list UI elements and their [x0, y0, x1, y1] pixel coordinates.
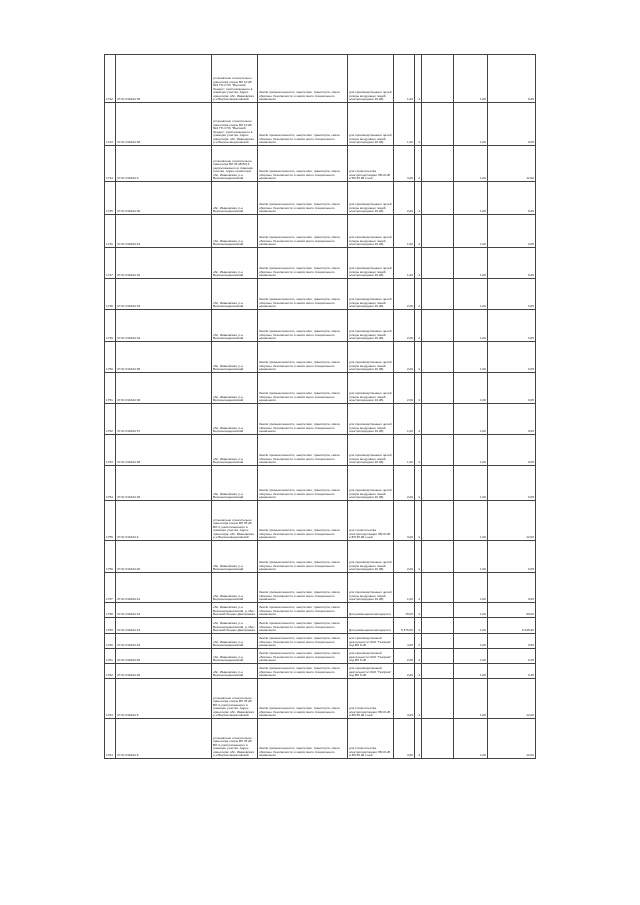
- empty-cell: [422, 679, 454, 719]
- coefficient-cell: 1,00: [454, 618, 488, 634]
- table-row: [105, 182, 536, 215]
- column-value-cell: 4: [415, 279, 422, 310]
- land-category-cell: Земли промышленности, энергетики, транспорта, связи, обороны, безопасности и земли иного специального назначения: [258, 618, 348, 634]
- table-row: [105, 501, 536, 541]
- cadastral-number-cell: 37:01:010442:41: [116, 573, 212, 603]
- empty-cell: [422, 573, 454, 603]
- coefficient-cell: 1,00: [454, 664, 488, 679]
- area-cell: 3,00: [394, 719, 415, 759]
- row-number-cell: 1747: [105, 248, 116, 279]
- amount-cell: 0,25: [488, 664, 536, 679]
- land-category-cell: Земли промышленности, энергетики, транспорта, связи, обороны, безопасности и земли иного специального назначения: [258, 466, 348, 501]
- amount-cell: 0,25: [488, 649, 536, 664]
- permitted-use-cell: для производственных целей (опоры воздушных линий электропередачи 10 кВ): [348, 55, 394, 103]
- coefficient-cell: 1,00: [454, 310, 488, 342]
- column-value-cell: 4: [415, 146, 422, 182]
- cadastral-number-cell: 37:01:010442:33: [116, 279, 212, 310]
- row-number-cell: 1748: [105, 279, 116, 310]
- column-value-cell: 4: [415, 342, 422, 373]
- permitted-use-cell: для производственных целей (опоры воздушных линий электропередачи 10 кВ): [348, 248, 394, 279]
- column-value-cell: 4: [415, 182, 422, 215]
- area-cell: 4,00: [394, 634, 415, 649]
- row-number-cell: 1760: [105, 634, 116, 649]
- land-category-cell: Земли промышленности, энергетики, транспорта, связи, обороны, безопасности и земли иного специального назначения: [258, 373, 348, 404]
- amount-cell: 0,05: [488, 248, 536, 279]
- table-row: [105, 679, 536, 719]
- amount-cell: 12,00: [488, 146, 536, 182]
- permitted-use-cell: для производственных целей (опоры воздушных линий электропередачи 10 кВ): [348, 342, 394, 373]
- permitted-use-cell: для строительства электроподстанции 35/10 кВ и ВЛ 35 кВ к ней: [348, 146, 394, 182]
- row-number-cell: 1751: [105, 373, 116, 404]
- land-category-cell: Земли промышленности, энергетики, транспорта, связи, обороны, безопасности и земли иного специального назначения: [258, 146, 348, 182]
- column-value-cell: 4: [415, 649, 422, 664]
- row-number-cell: 1757: [105, 573, 116, 603]
- empty-cell: [422, 279, 454, 310]
- row-number-cell: 1761: [105, 649, 116, 664]
- table-row: [105, 618, 536, 634]
- column-value-cell: 4: [415, 103, 422, 146]
- empty-cell: [422, 55, 454, 103]
- table-row: [105, 573, 536, 603]
- land-category-cell: Земли промышленности, энергетики, транспорта, связи, обороны, безопасности и земли иного специального назначения: [258, 215, 348, 248]
- area-cell: 5 376,00: [394, 618, 415, 634]
- table-row: [105, 649, 536, 664]
- address-cell: обл. Ивановская, р-н Верхнеландеховский: [212, 664, 258, 679]
- row-number-cell: 1750: [105, 342, 116, 373]
- amount-cell: 0,05: [488, 466, 536, 501]
- table-row: [105, 373, 536, 404]
- permitted-use-cell: Для размещения автодороги: [348, 603, 394, 618]
- empty-cell: [422, 541, 454, 573]
- area-cell: 2,00: [394, 541, 415, 573]
- column-value-cell: 4: [415, 679, 422, 719]
- area-cell: 2,00: [394, 373, 415, 404]
- table-row: [105, 634, 536, 649]
- cadastral-number-cell: 37:01:010442:38: [116, 435, 212, 466]
- permitted-use-cell: для производственных целей (опоры воздушных линий электропередачи 10 кВ): [348, 404, 394, 435]
- cadastral-number-cell: 37:01:010442:40: [116, 541, 212, 573]
- area-cell: 2,00: [394, 182, 415, 215]
- column-value-cell: 4: [415, 310, 422, 342]
- empty-cell: [422, 248, 454, 279]
- amount-cell: 0,05: [488, 215, 536, 248]
- amount-cell: 0,05: [488, 541, 536, 573]
- area-cell: 1,00: [394, 404, 415, 435]
- table-row: [105, 146, 536, 182]
- address-cell: установлено относительно ориентира ВЛ 35 кВ ВЛ-3, расположенного в границах участка. Адрес ориентира: обл. Ивановская, р-н Верхнеландеховский: [212, 146, 258, 182]
- table-row: [105, 310, 536, 342]
- table-row: [105, 466, 536, 501]
- area-cell: 2,00: [394, 310, 415, 342]
- land-category-cell: Земли промышленности, энергетики, транспорта, связи, обороны, безопасности и земли иного специального назначения: [258, 279, 348, 310]
- cadastral-number-cell: 37:01:010442:3: [116, 146, 212, 182]
- address-cell: обл. Ивановская, р-н Верхнеландеховский: [212, 373, 258, 404]
- area-cell: 1,00: [394, 55, 415, 103]
- column-value-cell: 4: [415, 55, 422, 103]
- land-category-cell: Земли промышленности, энергетики, транспорта, связи, обороны, безопасности и земли иного специального назначения: [258, 404, 348, 435]
- table-row: [105, 541, 536, 573]
- cadastral-number-cell: 37:01:010442:32: [116, 248, 212, 279]
- empty-cell: [422, 664, 454, 679]
- empty-cell: [422, 373, 454, 404]
- address-cell: обл. Ивановская, р-н Верхнеландеховский: [212, 435, 258, 466]
- table-row: [105, 719, 536, 759]
- cadastral-number-cell: 37:01:010442:35: [116, 342, 212, 373]
- row-number-cell: 1753: [105, 435, 116, 466]
- row-number-cell: 1759: [105, 618, 116, 634]
- coefficient-cell: 1,00: [454, 541, 488, 573]
- coefficient-cell: 1,00: [454, 373, 488, 404]
- table-row: [105, 603, 536, 618]
- empty-cell: [422, 182, 454, 215]
- row-number-cell: 1762: [105, 664, 116, 679]
- amount-cell: 0,05: [488, 435, 536, 466]
- amount-cell: 6 345,90: [488, 618, 536, 634]
- table-row: [105, 248, 536, 279]
- area-cell: 1,00: [394, 215, 415, 248]
- land-category-cell: Земли промышленности, энергетики, транспорта, связи, обороны, безопасности и земли иного специального назначения: [258, 541, 348, 573]
- address-cell: обл. Ивановская, р-н Верхнеландеховский: [212, 248, 258, 279]
- row-number-cell: 1745: [105, 182, 116, 215]
- area-cell: 1,00: [394, 248, 415, 279]
- cadastral-number-cell: 37:01:010442:36: [116, 373, 212, 404]
- coefficient-cell: 1,00: [454, 501, 488, 541]
- empty-cell: [422, 618, 454, 634]
- coefficient-cell: 1,00: [454, 634, 488, 649]
- address-cell: обл. Ивановская, р-н Верхнеландеховский: [212, 404, 258, 435]
- address-cell: обл. Ивановская, р-н Верхнеландеховский: [212, 634, 258, 649]
- row-number-cell: 1746: [105, 215, 116, 248]
- cadastral-number-cell: 37:01:010442:42: [116, 603, 212, 618]
- table-row: [105, 664, 536, 679]
- column-value-cell: 4: [415, 719, 422, 759]
- address-cell: обл. Ивановская, р-н Верхнеландеховский, д. Мыт-Высокий Лендех-Дмитриевка: [212, 603, 258, 618]
- row-number-cell: 1744: [105, 146, 116, 182]
- permitted-use-cell: для производственной деятельности ОАО "Газпром" под ВЛ 6 кВ: [348, 634, 394, 649]
- cadastral-number-cell: 37:01:010442:43: [116, 618, 212, 634]
- table-row: [105, 215, 536, 248]
- empty-cell: [422, 603, 454, 618]
- area-cell: 3,00: [394, 679, 415, 719]
- table-row: [105, 103, 536, 146]
- column-value-cell: 4: [415, 435, 422, 466]
- land-category-cell: Земли промышленности, энергетики, транспорта, связи, обороны, безопасности и земли иного специального назначения: [258, 719, 348, 759]
- row-number-cell: 1763: [105, 679, 116, 719]
- cadastral-number-cell: 37:01:010442:31: [116, 215, 212, 248]
- address-cell: обл. Ивановская, р-н Верхнеландеховский: [212, 342, 258, 373]
- empty-cell: [422, 342, 454, 373]
- land-plot-table: [104, 54, 536, 759]
- permitted-use-cell: для производственной деятельности ОАО "Газпром" под ВЛ 6 кВ: [348, 649, 394, 664]
- amount-cell: 0,05: [488, 279, 536, 310]
- empty-cell: [422, 310, 454, 342]
- land-category-cell: Земли промышленности, энергетики, транспорта, связи, обороны, безопасности и земли иного специального назначения: [258, 679, 348, 719]
- amount-cell: 0,05: [488, 373, 536, 404]
- coefficient-cell: 1,00: [454, 55, 488, 103]
- coefficient-cell: 1,00: [454, 435, 488, 466]
- land-category-cell: Земли промышленности, энергетики, транспорта, связи, обороны, безопасности и земли иного специального назначения: [258, 182, 348, 215]
- column-value-cell: 4: [415, 404, 422, 435]
- empty-cell: [422, 649, 454, 664]
- empty-cell: [422, 215, 454, 248]
- address-cell: обл. Ивановская, р-н Верхнеландеховский: [212, 541, 258, 573]
- permitted-use-cell: для строительства электроподстанции 35/10 кВ и ВЛ 35 кВ к ней: [348, 679, 394, 719]
- area-cell: 2,00: [394, 664, 415, 679]
- coefficient-cell: 1,00: [454, 342, 488, 373]
- row-number-cell: 1756: [105, 541, 116, 573]
- permitted-use-cell: для строительства электроподстанции 35/10 кВ и ВЛ 35 кВ к ней: [348, 719, 394, 759]
- table-row: [105, 404, 536, 435]
- permitted-use-cell: для производственных целей (опоры воздушных линий электропередачи 10 кВ): [348, 103, 394, 146]
- land-category-cell: Земли промышленности, энергетики, транспорта, связи, обороны, безопасности и земли иного специального назначения: [258, 55, 348, 103]
- amount-cell: 0,05: [488, 55, 536, 103]
- row-number-cell: 1764: [105, 719, 116, 759]
- table-row: [105, 55, 536, 103]
- coefficient-cell: 1,00: [454, 404, 488, 435]
- land-category-cell: Земли промышленности, энергетики, транспорта, связи, обороны, безопасности и земли иного специального назначения: [258, 501, 348, 541]
- row-number-cell: 1743: [105, 103, 116, 146]
- address-cell: обл. Ивановская, р-н Верхнеландеховский: [212, 649, 258, 664]
- column-value-cell: 4: [415, 573, 422, 603]
- amount-cell: 12,00: [488, 501, 536, 541]
- coefficient-cell: 1,00: [454, 279, 488, 310]
- empty-cell: [422, 435, 454, 466]
- empty-cell: [422, 501, 454, 541]
- land-plot-register-page: [104, 54, 535, 864]
- permitted-use-cell: для производственных целей (опоры воздушных линий электропередачи 10 кВ): [348, 573, 394, 603]
- area-cell: 2,00: [394, 342, 415, 373]
- address-cell: установлено относительно ориентира опоры ВЛ 10 кВ №4 ТП-4 ПС "Высокий Лендех", расположенного в границах участка. Адрес ориентира: обл. Ивановская, р-н Верхнеландеховский: [212, 55, 258, 103]
- coefficient-cell: 1,00: [454, 103, 488, 146]
- address-cell: обл. Ивановская, р-н Верхнеландеховский: [212, 279, 258, 310]
- column-value-cell: 4: [415, 634, 422, 649]
- coefficient-cell: 1,00: [454, 215, 488, 248]
- cadastral-number-cell: 37:01:010442:6: [116, 719, 212, 759]
- empty-cell: [422, 103, 454, 146]
- column-value-cell: 4: [415, 603, 422, 618]
- cadastral-number-cell: 37:01:010442:35: [116, 55, 212, 103]
- coefficient-cell: 1,00: [454, 719, 488, 759]
- row-number-cell: 1752: [105, 404, 116, 435]
- land-category-cell: Земли промышленности, энергетики, транспорта, связи, обороны, безопасности и земли иного специального назначения: [258, 248, 348, 279]
- row-number-cell: 1749: [105, 310, 116, 342]
- land-category-cell: Земли промышленности, энергетики, транспорта, связи, обороны, безопасности и земли иного специального назначения: [258, 435, 348, 466]
- amount-cell: 0,05: [488, 404, 536, 435]
- amount-cell: 0,05: [488, 573, 536, 603]
- cadastral-number-cell: 37:01:010442:45: [116, 649, 212, 664]
- land-category-cell: Земли промышленности, энергетики, транспорта, связи, обороны, безопасности и земли иного специального назначения: [258, 664, 348, 679]
- column-value-cell: 4: [415, 501, 422, 541]
- amount-cell: 12,00: [488, 679, 536, 719]
- land-category-cell: Земли промышленности, энергетики, транспорта, связи, обороны, безопасности и земли иного специального назначения: [258, 342, 348, 373]
- amount-cell: 0,05: [488, 342, 536, 373]
- permitted-use-cell: Для размещения автодороги: [348, 618, 394, 634]
- permitted-use-cell: для производственных целей (опоры воздушных линий электропередачи 10 кВ): [348, 466, 394, 501]
- address-cell: обл. Ивановская, р-н Верхнеландеховский: [212, 466, 258, 501]
- address-cell: обл. Ивановская, р-н Верхнеландеховский: [212, 182, 258, 215]
- amount-cell: 12,00: [488, 719, 536, 759]
- address-cell: установлено относительно ориентира опоры ВЛ 35 кВ ВЛ-3, расположенного в границах участка. Адрес ориентира: обл. Ивановская, р-н Верхнеландеховский: [212, 719, 258, 759]
- empty-cell: [422, 404, 454, 435]
- permitted-use-cell: для производственных целей (опоры воздушных линий электропередачи 10 кВ): [348, 182, 394, 215]
- column-value-cell: 4: [415, 215, 422, 248]
- area-cell: 1,00: [394, 103, 415, 146]
- coefficient-cell: 1,00: [454, 679, 488, 719]
- amount-cell: 99,00: [488, 603, 536, 618]
- permitted-use-cell: для производственных целей (опоры воздушных линий электропередачи 10 кВ): [348, 310, 394, 342]
- column-value-cell: 4: [415, 618, 422, 634]
- permitted-use-cell: для строительства электроподстанции 35/10 кВ и ВЛ 35 кВ к ней: [348, 501, 394, 541]
- column-value-cell: 4: [415, 248, 422, 279]
- table-row: [105, 342, 536, 373]
- land-category-cell: Земли промышленности, энергетики, транспорта, связи, обороны, безопасности и земли иного специального назначения: [258, 603, 348, 618]
- column-value-cell: 4: [415, 373, 422, 404]
- coefficient-cell: 1,00: [454, 466, 488, 501]
- cadastral-number-cell: 37:01:010442:39: [116, 466, 212, 501]
- address-cell: установлено относительно ориентира опоры ВЛ 35 кВ ВЛ-3, расположенного в границах участка. Адрес ориентира: обл. Ивановская, р-н Верхнеландеховский: [212, 679, 258, 719]
- land-category-cell: Земли промышленности, энергетики, транспорта, связи, обороны, безопасности и земли иного специального назначения: [258, 573, 348, 603]
- land-category-cell: Земли промышленности, энергетики, транспорта, связи, обороны, безопасности и земли иного специального назначения: [258, 634, 348, 649]
- amount-cell: 0,05: [488, 310, 536, 342]
- amount-cell: 0,05: [488, 103, 536, 146]
- area-cell: 2,00: [394, 466, 415, 501]
- address-cell: обл. Ивановская, р-н Верхнеландеховский, д. Мыт-Высокий Лендех-Дмитриевка: [212, 618, 258, 634]
- area-cell: 2,00: [394, 279, 415, 310]
- area-cell: 3,00: [394, 501, 415, 541]
- permitted-use-cell: для производственных целей (опоры воздушных линий электропередачи 10 кВ): [348, 279, 394, 310]
- land-plot-rows: [105, 55, 536, 759]
- area-cell: 78,00: [394, 603, 415, 618]
- address-cell: установлено относительно ориентира опоры ВЛ 35 кВ ВЛ-3, расположенного в границах участка. Адрес ориентира: обл. Ивановская, р-н Верхнеландеховский: [212, 501, 258, 541]
- permitted-use-cell: для производственных целей (опоры воздушных линий электропередачи 10 кВ): [348, 541, 394, 573]
- table-row: [105, 279, 536, 310]
- permitted-use-cell: для производственных целей (опоры воздушных линий электропередачи 10 кВ): [348, 435, 394, 466]
- empty-cell: [422, 146, 454, 182]
- amount-cell: 0,50: [488, 634, 536, 649]
- table-row: [105, 435, 536, 466]
- address-cell: обл. Ивановская, р-н Верхнеландеховский: [212, 215, 258, 248]
- address-cell: обл. Ивановская, р-н Верхнеландеховский: [212, 310, 258, 342]
- area-cell: 1,00: [394, 435, 415, 466]
- empty-cell: [422, 634, 454, 649]
- amount-cell: 0,05: [488, 182, 536, 215]
- land-category-cell: Земли промышленности, энергетики, транспорта, связи, обороны, безопасности и земли иного специального назначения: [258, 649, 348, 664]
- column-value-cell: 4: [415, 541, 422, 573]
- coefficient-cell: 1,00: [454, 603, 488, 618]
- row-number-cell: 1758: [105, 603, 116, 618]
- coefficient-cell: 1,00: [454, 649, 488, 664]
- coefficient-cell: 1,00: [454, 248, 488, 279]
- permitted-use-cell: для производственных целей (опоры воздушных линий электропередачи 10 кВ): [348, 373, 394, 404]
- cadastral-number-cell: 37:01:010442:34: [116, 310, 212, 342]
- address-cell: обл. Ивановская, р-н Верхнеландеховский: [212, 573, 258, 603]
- row-number-cell: 1754: [105, 466, 116, 501]
- permitted-use-cell: для производственных целей (опоры воздушных линий электропередачи 10 кВ): [348, 215, 394, 248]
- area-cell: 3,00: [394, 146, 415, 182]
- cadastral-number-cell: 37:01:010442:44: [116, 634, 212, 649]
- coefficient-cell: 1,00: [454, 573, 488, 603]
- empty-cell: [422, 719, 454, 759]
- column-value-cell: 4: [415, 664, 422, 679]
- cadastral-number-cell: 37:01:010442:37: [116, 404, 212, 435]
- cadastral-number-cell: 37:01:010442:46: [116, 664, 212, 679]
- row-number-cell: 1755: [105, 501, 116, 541]
- land-category-cell: Земли промышленности, энергетики, транспорта, связи, обороны, безопасности и земли иного специального назначения: [258, 310, 348, 342]
- area-cell: 1,00: [394, 573, 415, 603]
- row-number-cell: 1742: [105, 55, 116, 103]
- coefficient-cell: 1,00: [454, 182, 488, 215]
- empty-cell: [422, 466, 454, 501]
- area-cell: 2,00: [394, 649, 415, 664]
- cadastral-number-cell: 37:01:010442:30: [116, 182, 212, 215]
- column-value-cell: 4: [415, 466, 422, 501]
- cadastral-number-cell: 37:01:010442:5: [116, 679, 212, 719]
- coefficient-cell: 1,00: [454, 146, 488, 182]
- permitted-use-cell: для производственной деятельности ОАО "Газпром" под ВЛ 6 кВ: [348, 664, 394, 679]
- address-cell: установлено относительно ориентира опоры ВЛ 10 кВ №4 ТП-4 ПС "Высокий Лендех", расположенного в границах участка. Адрес ориентира: обл. Ивановская, р-н Верхнеландеховский: [212, 103, 258, 146]
- cadastral-number-cell: 37:01:010442:4: [116, 501, 212, 541]
- land-category-cell: Земли промышленности, энергетики, транспорта, связи, обороны, безопасности и земли иного специального назначения: [258, 103, 348, 146]
- cadastral-number-cell: 37:01:010442:36: [116, 103, 212, 146]
